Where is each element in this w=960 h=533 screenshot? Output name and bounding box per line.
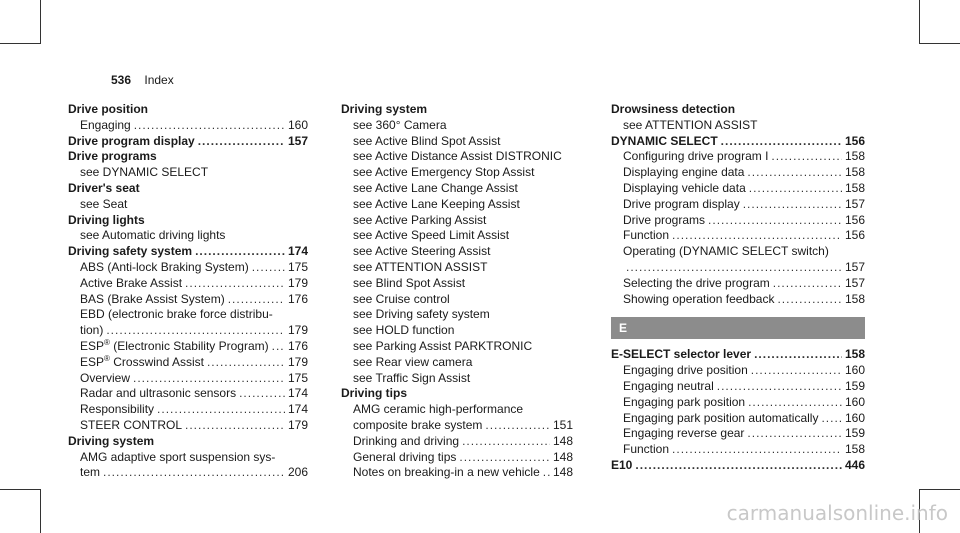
page-reference: 148: [552, 433, 573, 448]
index-subentry: [611, 426, 865, 442]
index-subentry: [611, 197, 865, 213]
index-subentry: [68, 260, 308, 276]
index-subentry: [68, 386, 308, 402]
entry-label: E10: [611, 457, 633, 472]
page-reference: 179: [287, 354, 308, 369]
leader-dots: [207, 355, 285, 371]
registered-mark: ®: [104, 337, 110, 347]
page-reference: 157: [287, 133, 308, 148]
page-reference: 158: [844, 165, 865, 180]
entry-label: STEER CONTROL: [80, 417, 183, 432]
section-title: Index: [144, 73, 174, 87]
index-subentry: see Active Steering Assist: [353, 244, 491, 259]
index-subentry: [611, 292, 865, 308]
leader-dots: [198, 134, 285, 150]
entry-label-rest: Crosswind Assist: [109, 354, 204, 369]
index-heading: Driving system: [68, 433, 155, 448]
page-reference: 174: [287, 386, 308, 401]
entry-label: Engaging neutral: [623, 378, 714, 393]
watermark: carmanualsonline.info: [726, 501, 948, 525]
index-heading: Driving lights: [68, 212, 145, 227]
page-reference: 174: [287, 244, 308, 259]
leader-dots: [195, 244, 285, 260]
leader-dots: [821, 411, 842, 427]
page-reference: 446: [844, 457, 865, 472]
index-subentry: [68, 371, 308, 387]
page-reference: 156: [844, 212, 865, 227]
leader-dots: [748, 395, 842, 411]
index-subentry: [68, 118, 308, 134]
index-column-3-top: [611, 102, 865, 307]
page-reference: 160: [844, 363, 865, 378]
leader-dots: [626, 260, 842, 276]
leader-dots: [185, 418, 285, 434]
index-subentry: see DYNAMIC SELECT: [80, 165, 209, 180]
leader-dots: [635, 458, 842, 474]
index-subentry: [611, 228, 865, 244]
index-subentry: Operating (DYNAMIC SELECT switch): [623, 244, 829, 259]
index-subentry: see Active Speed Limit Assist: [353, 228, 510, 243]
index-heading: [68, 134, 308, 150]
index-subentry: see Cruise control: [353, 291, 450, 306]
entry-label: Configuring drive program I: [623, 149, 769, 164]
crop-mark: [40, 489, 41, 533]
index-subentry: [341, 434, 573, 450]
entry-label: ABS (Anti-lock Braking System): [80, 259, 249, 274]
page-reference: 175: [287, 370, 308, 385]
leader-dots: [185, 276, 285, 292]
page-reference: 151: [552, 417, 573, 432]
crop-mark: [0, 43, 41, 44]
leader-dots: [485, 418, 550, 434]
page-reference: 160: [287, 117, 308, 132]
page-reference: 174: [287, 402, 308, 417]
index-subentry: see Active Parking Assist: [353, 212, 487, 227]
leader-dots: [272, 339, 285, 355]
index-subentry: see Driving safety system: [353, 307, 490, 322]
index-subentry: see Active Lane Change Assist: [353, 180, 518, 195]
entry-label: tion): [80, 323, 104, 338]
leader-dots: [747, 165, 842, 181]
page-reference: 159: [844, 426, 865, 441]
entry-label-prefix: ESP: [80, 354, 105, 369]
index-subentry: see Automatic driving lights: [80, 228, 226, 243]
entry-label: BAS (Brake Assist System): [80, 291, 225, 306]
leader-dots: [133, 371, 285, 387]
page-reference: 160: [844, 410, 865, 425]
leader-dots: [708, 213, 842, 229]
index-heading: Drive programs: [68, 149, 157, 164]
index-subentry: [611, 276, 865, 292]
index-heading: Drowsiness detection: [611, 102, 736, 116]
page-reference: 206: [287, 465, 308, 480]
entry-label: Drive program display: [68, 133, 195, 148]
page-header: [111, 73, 174, 87]
leader-dots: [459, 450, 550, 466]
index-subentry: [611, 260, 865, 276]
index-subentry: [341, 465, 573, 481]
entry-label: [80, 339, 269, 355]
entry-label: Engaging reverse gear: [623, 426, 745, 441]
index-heading: Driver's seat: [68, 180, 140, 195]
index-subentry: [611, 442, 865, 458]
index-subentry: see ATTENTION ASSIST: [353, 259, 488, 274]
entry-label-rest: (Electronic Stability Program): [109, 338, 269, 353]
index-subentry: [68, 339, 308, 355]
leader-dots: [749, 181, 842, 197]
index-heading: [611, 347, 865, 363]
index-subentry: [68, 418, 308, 434]
entry-label: E-SELECT selector lever: [611, 347, 752, 362]
entry-label: Displaying vehicle data: [623, 180, 746, 195]
leader-dots: [672, 228, 842, 244]
page-reference: 175: [287, 259, 308, 274]
index-heading: [68, 244, 308, 260]
entry-label: Displaying engine data: [623, 165, 745, 180]
index-subentry: [611, 395, 865, 411]
index-subentry: see Active Blind Spot Assist: [353, 133, 501, 148]
page-reference: 179: [287, 323, 308, 338]
leader-dots: [106, 323, 285, 339]
leader-dots: [754, 347, 842, 363]
index-subentry: [341, 418, 573, 434]
leader-dots: [103, 465, 285, 481]
page-reference: 158: [844, 442, 865, 457]
index-subentry: [611, 213, 865, 229]
page-reference: 157: [844, 259, 865, 274]
index-subentry: see Active Lane Keeping Assist: [353, 196, 520, 211]
index-heading: Drive position: [68, 102, 149, 116]
entry-label: Engaging drive position: [623, 363, 748, 378]
entry-label: Responsibility: [80, 402, 155, 417]
entry-label: Overview: [80, 370, 131, 385]
entry-label: DYNAMIC SELECT: [611, 133, 718, 148]
leader-dots: [777, 292, 842, 308]
crop-mark: [919, 0, 920, 44]
page-reference: 176: [287, 338, 308, 353]
index-column-3: [611, 102, 865, 474]
entry-label: Driving safety system: [68, 244, 193, 259]
index-subentry: [68, 402, 308, 418]
index-heading: Driving system: [341, 102, 428, 116]
page-reference: 158: [844, 149, 865, 164]
entry-label: Notes on breaking-in a new vehicle: [353, 465, 540, 480]
entry-label: Selecting the drive program: [623, 275, 770, 290]
index-subentry: see Rear view camera: [353, 354, 473, 369]
page-reference: 156: [844, 133, 865, 148]
index-column-3-bottom: [611, 347, 865, 473]
index-subentry: [68, 276, 308, 292]
section-letter-bar: E: [611, 317, 865, 339]
index-heading: [611, 134, 865, 150]
entry-label: Drive programs: [623, 212, 706, 227]
leader-dots: [751, 363, 842, 379]
index-subentry: see ATTENTION ASSIST: [623, 117, 758, 132]
index-subentry: see 360° Camera: [353, 117, 447, 132]
index-subentry: [68, 355, 308, 371]
index-subentry: [611, 165, 865, 181]
index-subentry: [611, 363, 865, 379]
index-subentry: see Blind Spot Assist: [353, 275, 466, 290]
leader-dots: [773, 276, 842, 292]
leader-dots: [543, 465, 550, 481]
index-subentry: EBD (electronic brake force distribu-: [80, 307, 273, 322]
leader-dots: [717, 379, 842, 395]
page-reference: 160: [844, 394, 865, 409]
page-reference: 157: [844, 196, 865, 211]
crop-mark: [0, 489, 41, 490]
leader-dots: [771, 149, 842, 165]
entry-label: Drive program display: [623, 196, 740, 211]
index-subentry: see Seat: [80, 196, 128, 211]
leader-dots: [747, 426, 842, 442]
page-reference: 158: [844, 291, 865, 306]
index-subentry: [611, 379, 865, 395]
entry-label: Engaging park position: [623, 394, 746, 409]
page-reference: 176: [287, 291, 308, 306]
page-number: 536: [111, 73, 132, 87]
leader-dots: [228, 292, 285, 308]
page-reference: 156: [844, 228, 865, 243]
crop-mark: [919, 489, 960, 490]
index-subentry: AMG adaptive sport suspension sys-: [80, 449, 276, 464]
entry-label: Engaging: [80, 117, 131, 132]
entry-label: composite brake system: [353, 417, 483, 432]
leader-dots: [134, 118, 285, 134]
index-column-2: [341, 102, 573, 481]
index-subentry: see HOLD function: [353, 323, 455, 338]
crop-mark: [40, 0, 41, 44]
index-subentry: see Active Emergency Stop Assist: [353, 165, 535, 180]
index-subentry: see Parking Assist PARKTRONIC: [353, 338, 533, 353]
index-subentry: [611, 181, 865, 197]
index-subentry: [611, 411, 865, 427]
leader-dots: [462, 434, 550, 450]
page-reference: 179: [287, 275, 308, 290]
page-reference: 158: [844, 180, 865, 195]
index-subentry: [68, 465, 308, 481]
entry-label: Active Brake Assist: [80, 275, 183, 290]
page-reference: 148: [552, 465, 573, 480]
entry-label: Function: [623, 442, 670, 457]
index-subentry: [68, 323, 308, 339]
index-subentry: [341, 450, 573, 466]
index-subentry: see Traffic Sign Assist: [353, 370, 471, 385]
index-subentry: see Active Distance Assist DISTRONIC: [353, 149, 562, 164]
leader-dots: [721, 134, 842, 150]
registered-mark: ®: [104, 353, 110, 363]
crop-mark: [919, 43, 960, 44]
leader-dots: [239, 386, 285, 402]
index-column-1: [68, 102, 308, 481]
leader-dots: [252, 260, 285, 276]
index-subentry: AMG ceramic high-performance: [353, 402, 524, 417]
page-reference: 158: [844, 347, 865, 362]
page-reference: 157: [844, 275, 865, 290]
entry-label: General driving tips: [353, 449, 457, 464]
entry-label: Engaging park position automatically: [623, 410, 819, 425]
entry-label: Showing operation feedback: [623, 291, 775, 306]
index-subentry: [68, 292, 308, 308]
entry-label: Drinking and driving: [353, 433, 460, 448]
index-subentry: [611, 149, 865, 165]
entry-label: Function: [623, 228, 670, 243]
entry-label: tem: [80, 465, 101, 480]
leader-dots: [157, 402, 285, 418]
entry-label: Radar and ultrasonic sensors: [80, 386, 237, 401]
entry-label-prefix: ESP: [80, 338, 105, 353]
page-reference: 179: [287, 417, 308, 432]
index-heading: [611, 458, 865, 474]
page-reference: 148: [552, 449, 573, 464]
page-reference: 159: [844, 378, 865, 393]
entry-label: [80, 355, 204, 371]
leader-dots: [743, 197, 842, 213]
leader-dots: [672, 442, 842, 458]
index-heading: Driving tips: [341, 386, 408, 401]
